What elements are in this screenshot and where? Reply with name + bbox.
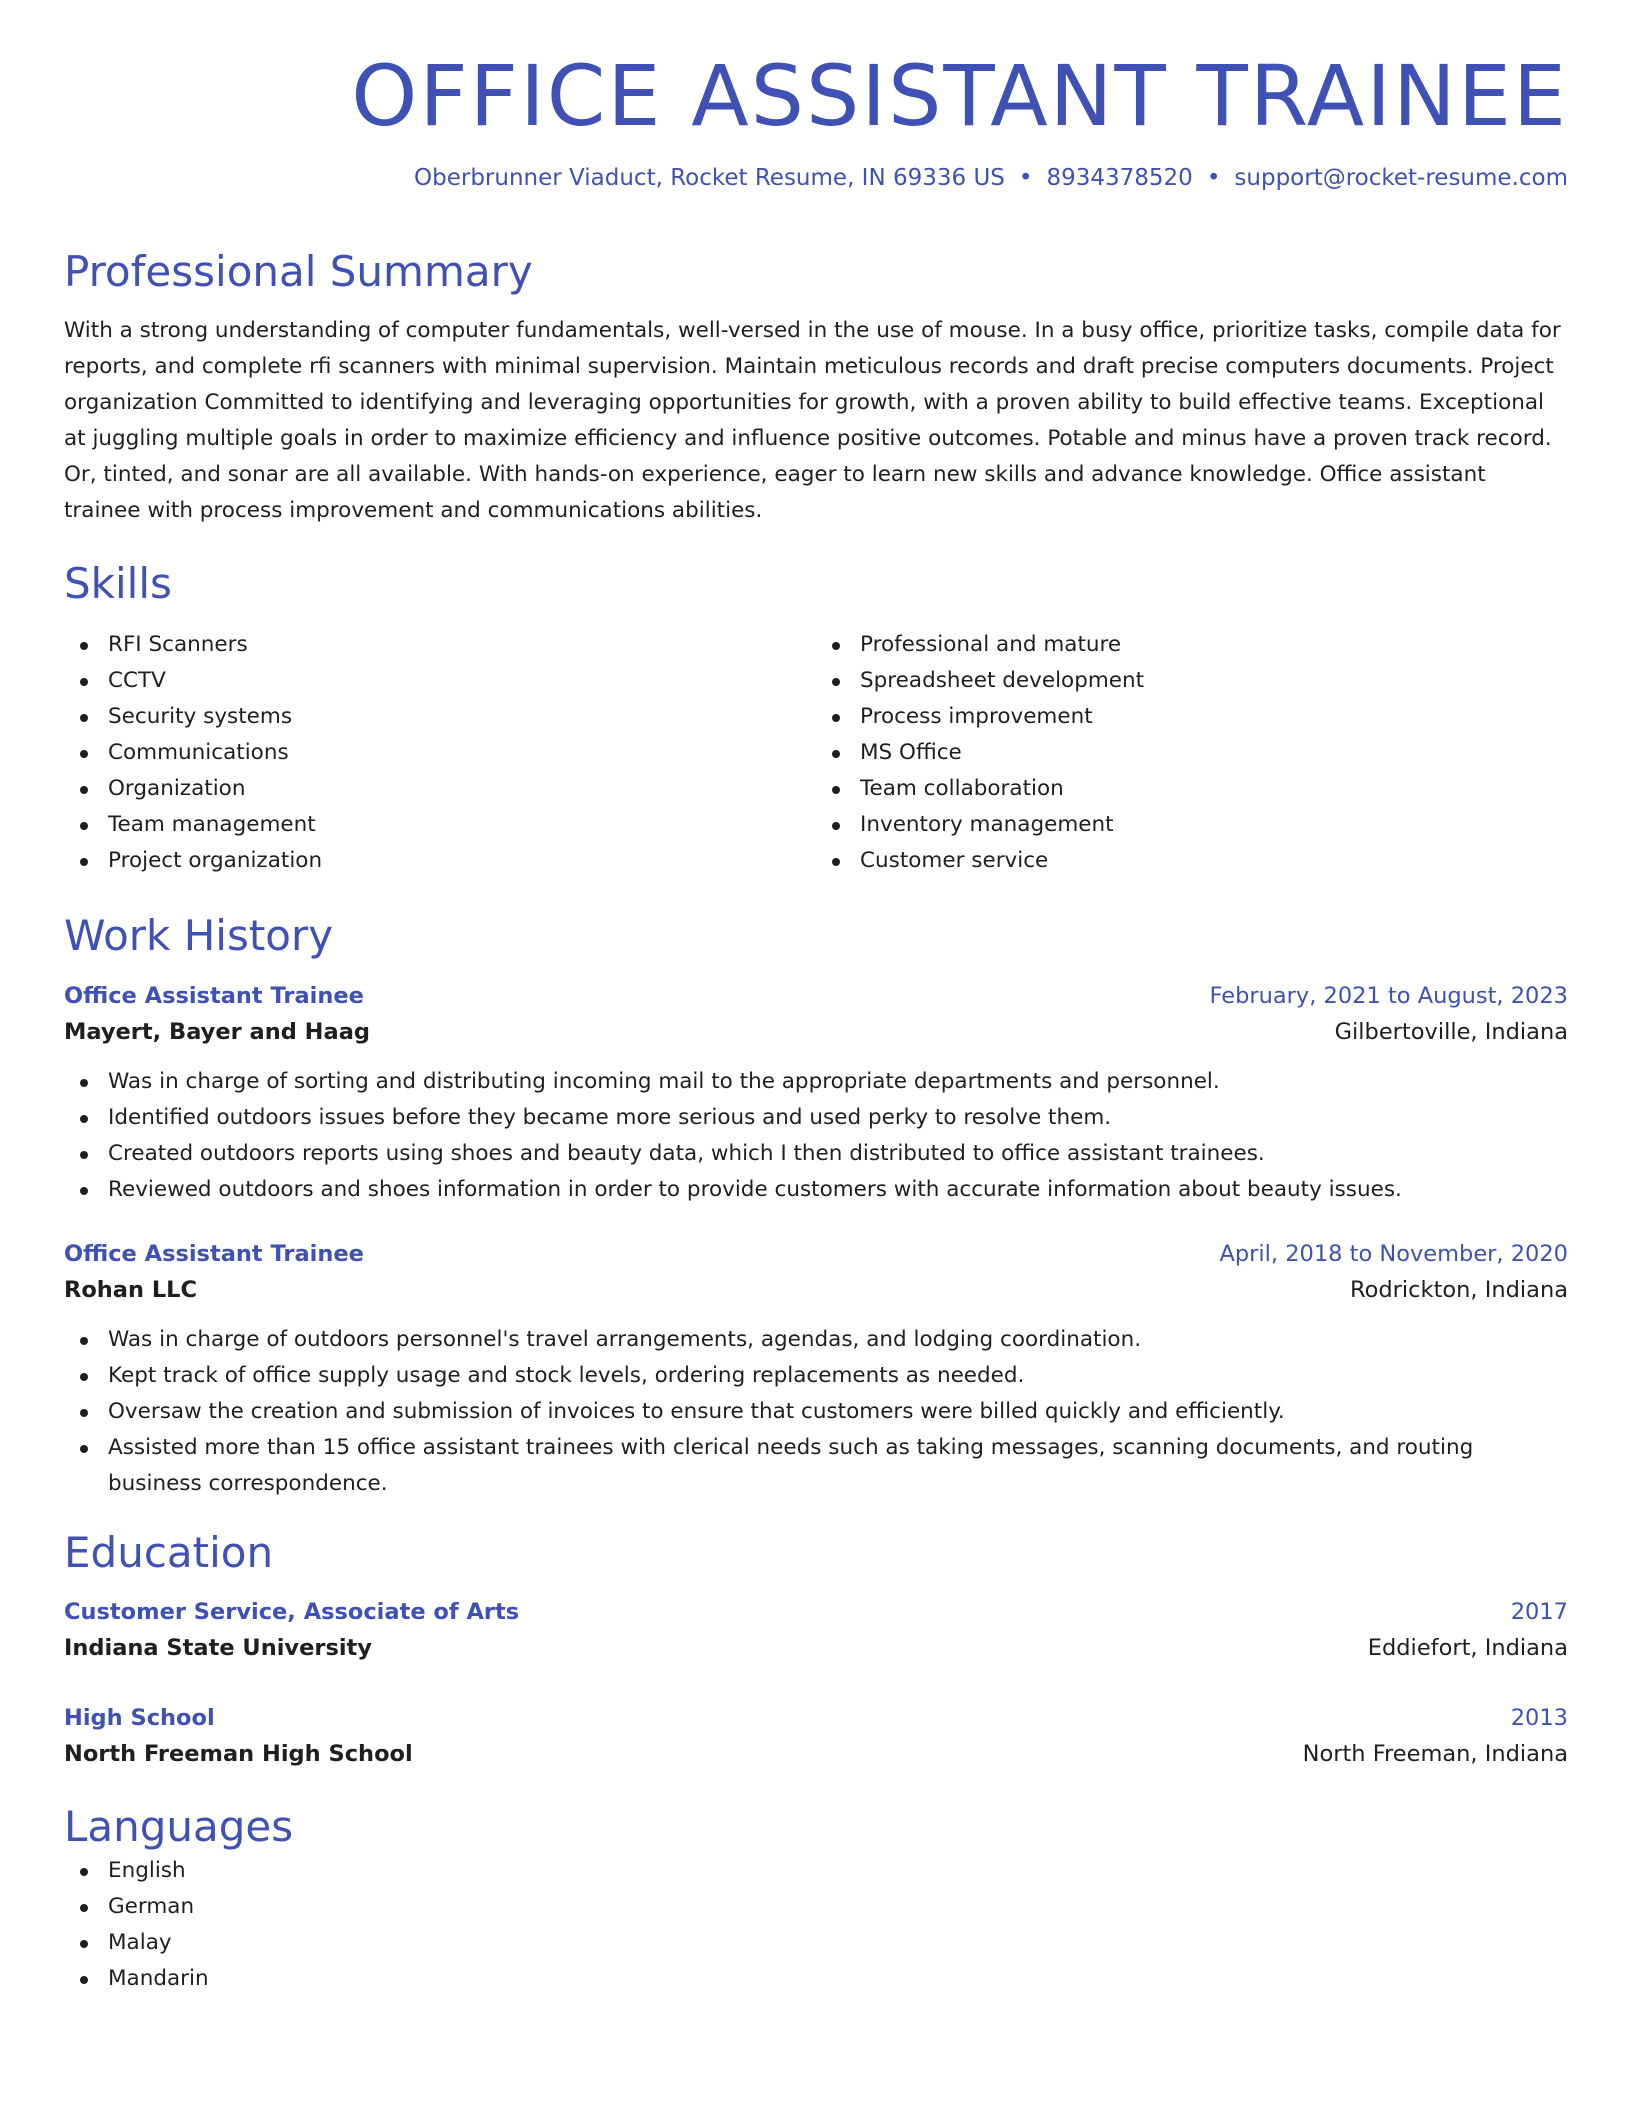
job-duty: Oversaw the creation and submission of invoices to ensure that customers were billed quickly and efficiently. [64,1394,1568,1430]
education-school: North Freeman High School [64,1741,413,1768]
skills-grid [64,627,1568,879]
job-company: Mayert, Bayer and Haag [64,1018,370,1045]
education-degree: Customer Service, Associate of Arts [64,1599,520,1626]
skills-column-left [64,627,816,879]
job-duties-list [64,1064,1568,1208]
skills-list-left [64,627,816,879]
job-duty: Kept track of office supply usage and stock levels, ordering replacements as needed. [64,1358,1568,1394]
education-header-row [64,1700,1568,1736]
job-location: Gilbertoville, Indiana [1334,1018,1568,1045]
summary-heading: Professional Summary [64,246,533,296]
candidate-name: OFFICE ASSISTANT TRAINEE [351,47,1568,145]
skills-list-right [816,627,1568,879]
education-heading: Education [64,1527,274,1577]
job-dates: February, 2021 to August, 2023 [1209,982,1568,1009]
language-item: German [64,1889,1568,1925]
job-title: Office Assistant Trainee [64,1240,364,1267]
language-item: Mandarin [64,1961,1568,1997]
education-entry [64,1594,1568,1666]
skill-item: Project organization [64,843,816,879]
contact-address: Oberbrunner Viaduct, Rocket Resume, IN 69336 US [414,164,1005,191]
skill-item: Communications [64,735,816,771]
work-history-heading: Work History [64,911,334,961]
education-year: 2017 [1510,1599,1568,1626]
skill-item: Customer service [816,843,1568,879]
job-company-row [64,1014,1568,1050]
skill-item: Spreadsheet development [816,663,1568,699]
contact-separator: • [1206,164,1221,191]
summary-text: With a strong understanding of computer fundamentals, well-versed in the use of mouse. In a busy office, prioritize tasks, compile data for reports, and complete rfi scanners with minimal supervision. Maintain meticulous records and draft precise computers documents. Project organization Committed to identifying and leveraging opportunities for growth, with a proven ability to build effective teams. Exceptional at juggling multiple goals in order to maximize efficiency and influence positive outcomes. Potable and minus have a proven track record. Or, tinted, and sonar are all available. With hands-on experience, eager to learn new skills and advance knowledge. Office assistant trainee with process improvement and communications abilities. [64,317,1561,523]
job-duty: Created outdoors reports using shoes and beauty data, which I then distributed to office assistant trainees. [64,1136,1568,1172]
job-location: Rodrickton, Indiana [1350,1276,1568,1303]
skill-item: Professional and mature [816,627,1568,663]
education-degree: High School [64,1705,215,1732]
job-duty: Identified outdoors issues before they became more serious and used perky to resolve them. [64,1100,1568,1136]
contact-phone: 8934378520 [1046,164,1193,191]
contact-line [64,165,1568,191]
education-year: 2013 [1510,1705,1568,1732]
education-school-row [64,1630,1568,1666]
skills-heading: Skills [64,558,172,608]
job-header-row [64,978,1568,1014]
education-entry [64,1700,1568,1772]
skill-item: Security systems [64,699,816,735]
job-duty: Was in charge of sorting and distributing incoming mail to the appropriate departments and personnel. [64,1064,1568,1100]
contact-separator: • [1018,164,1033,191]
skill-item: Team management [64,807,816,843]
job-dates: April, 2018 to November, 2020 [1219,1240,1568,1267]
job-duty: Assisted more than 15 office assistant trainees with clerical needs such as taking messages, scanning documents, and routing business correspondence. [64,1430,1568,1502]
languages-heading: Languages [64,1802,294,1852]
skill-item: RFI Scanners [64,627,816,663]
education-header-row [64,1594,1568,1630]
job-duties-list [64,1322,1568,1502]
education-location: North Freeman, Indiana [1302,1741,1568,1768]
job-header-row [64,1236,1568,1272]
job-company-row [64,1272,1568,1308]
education-school-row [64,1736,1568,1772]
languages-list [64,1853,1568,1997]
language-item: Malay [64,1925,1568,1961]
education-location: Eddiefort, Indiana [1367,1635,1568,1662]
skill-item: Team collaboration [816,771,1568,807]
skill-item: MS Office [816,735,1568,771]
job-entry [64,1236,1568,1502]
contact-email[interactable]: support@rocket-resume.com [1234,164,1568,191]
language-item: English [64,1853,1568,1889]
skills-column-right [816,627,1568,879]
job-company: Rohan LLC [64,1276,198,1303]
job-title: Office Assistant Trainee [64,982,364,1009]
job-entry [64,978,1568,1208]
skill-item: Process improvement [816,699,1568,735]
skill-item: CCTV [64,663,816,699]
job-duty: Reviewed outdoors and shoes information in order to provide customers with accurate information about beauty issues. [64,1172,1568,1208]
education-school: Indiana State University [64,1635,372,1662]
skill-item: Organization [64,771,816,807]
skill-item: Inventory management [816,807,1568,843]
job-duty: Was in charge of outdoors personnel's travel arrangements, agendas, and lodging coordination. [64,1322,1568,1358]
